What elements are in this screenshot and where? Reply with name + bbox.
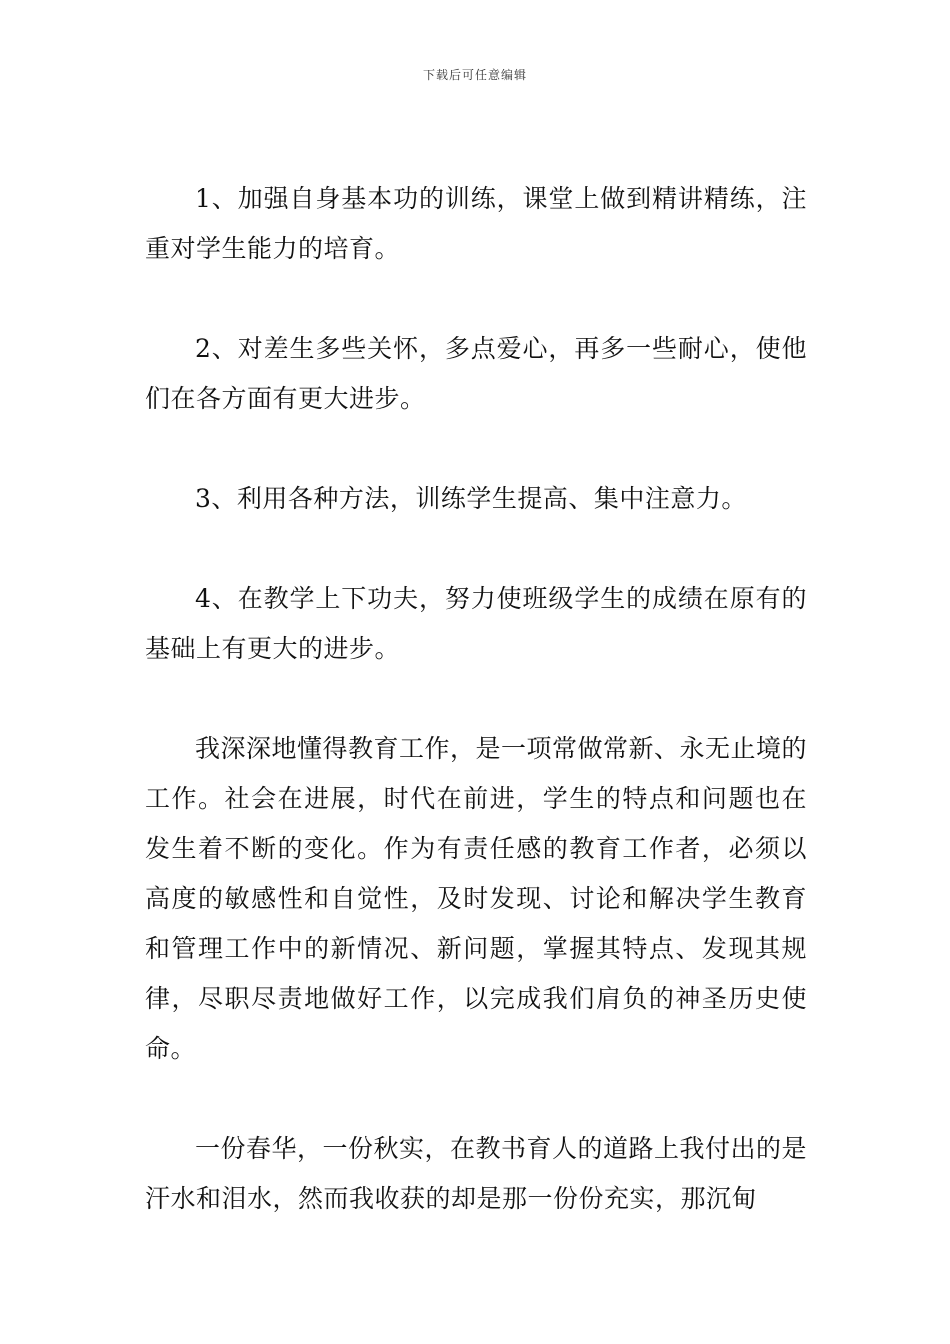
paragraph-spacer [145, 674, 807, 724]
paragraph-2: 2、对差生多些关怀，多点爱心，再多一些耐心，使他们在各方面有更大进步。 [145, 334, 807, 413]
paragraph-4: 4、在教学上下功夫，努力使班级学生的成绩在原有的基础上有更大的进步。 [145, 584, 807, 663]
paragraph-spacer [145, 424, 807, 474]
paragraph-5: 我深深地懂得教育工作，是一项常做常新、永无止境的工作。社会在进展，时代在前进，学生的特点和问题也在发生着不断的变化。作为有责任感的教育工作者，必须以高度的敏感性和自觉性，及时发现、讨论和解决学生教育和管理工作中的新情况、新问题，掌握其特点、发现其规律，尽职尽责地做好工作，以完成我们肩负的神圣历史使命。 [145, 734, 808, 1063]
paragraph-6: 一份春华，一份秋实，在教书育人的道路上我付出的是汗水和泪水，然而我收获的却是那一份份充实，那沉甸 [145, 1134, 808, 1213]
paragraph-spacer [145, 1074, 807, 1124]
paragraph-3: 3、利用各种方法，训练学生提高、集中注意力。 [195, 484, 747, 513]
paragraph-1: 1、加强自身基本功的训练，课堂上做到精讲精练，注重对学生能力的培育。 [145, 184, 807, 263]
document-body [145, 174, 807, 1224]
page-header: 下载后可任意编辑 [422, 68, 527, 82]
paragraph-spacer [145, 524, 807, 574]
paragraph-spacer [145, 274, 807, 324]
